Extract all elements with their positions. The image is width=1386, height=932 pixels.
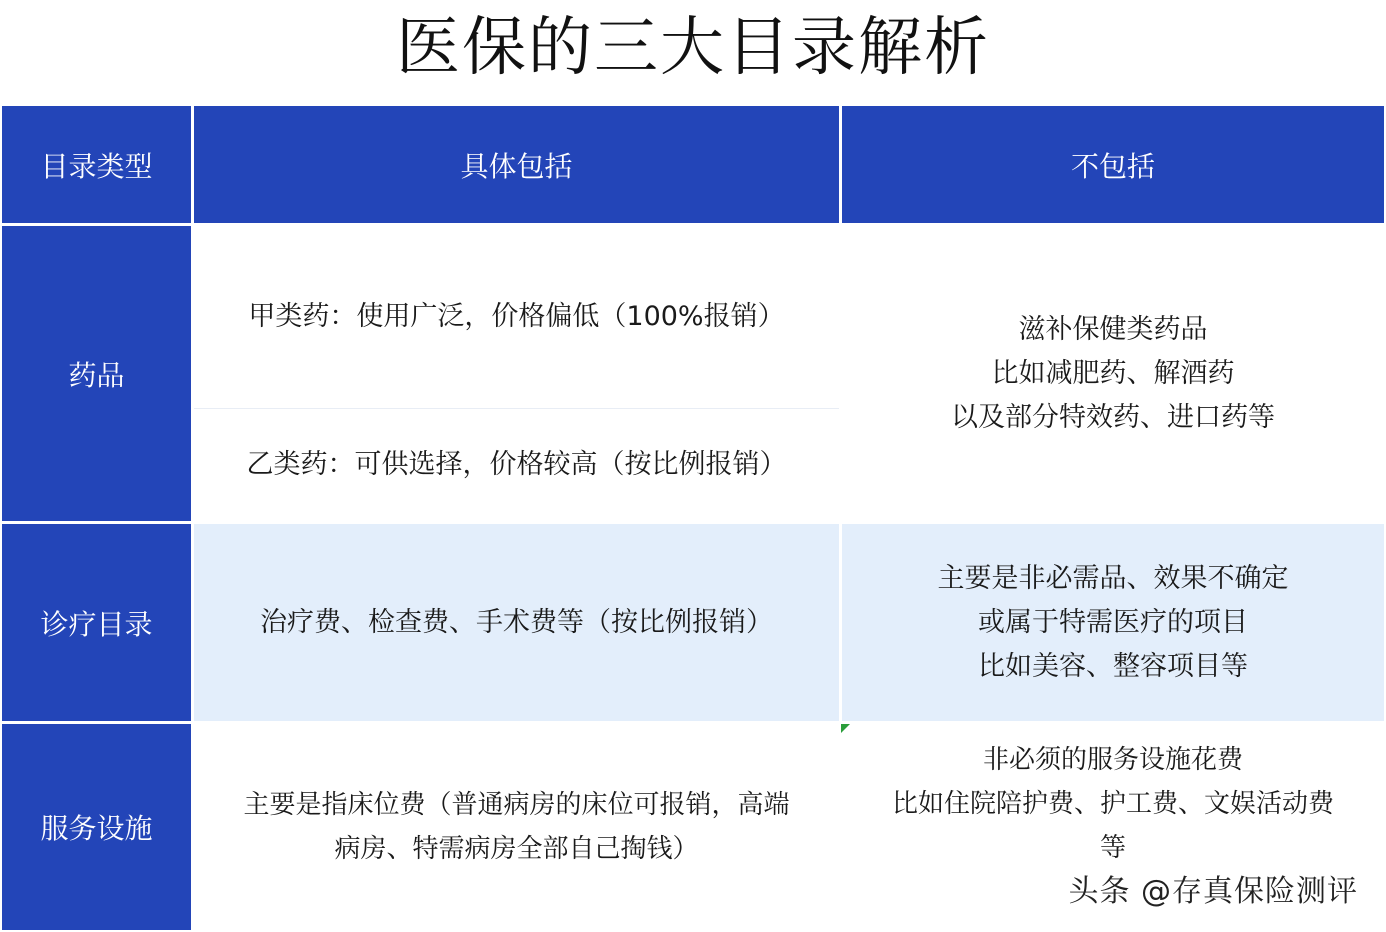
included-cell-treatment bbox=[194, 524, 839, 721]
excluded-line: 以及部分特效药、进口药等 bbox=[951, 401, 1275, 433]
included-cell-facilities bbox=[194, 724, 839, 930]
category-label: 药品 bbox=[68, 358, 125, 392]
included-line: 主要是指床位费（普通病房的床位可报销，高端 bbox=[243, 790, 790, 820]
included-text: 甲类药：使用广泛，价格偏低（100%报销） bbox=[248, 301, 785, 332]
excluded-line: 非必须的服务设施花费 bbox=[982, 745, 1243, 775]
excluded-cell-drugs bbox=[842, 226, 1384, 521]
excluded-line: 主要是非必需品、效果不确定 bbox=[937, 562, 1289, 594]
page-title: 医保的三大目录解析 bbox=[396, 11, 990, 85]
header-included-label: 具体包括 bbox=[460, 149, 573, 183]
category-cell-treatment bbox=[2, 524, 191, 721]
included-cell-drugs-a bbox=[194, 226, 839, 408]
category-label: 诊疗目录 bbox=[40, 607, 153, 641]
header-cell-excluded bbox=[842, 106, 1384, 223]
excluded-line: 比如住院陪护费、护工费、文娱活动费 bbox=[891, 789, 1334, 819]
included-text: 治疗费、检查费、手术费等（按比例报销） bbox=[260, 606, 773, 638]
excluded-cell-treatment bbox=[842, 524, 1384, 721]
header-type-label: 目录类型 bbox=[40, 149, 153, 183]
excluded-line: 比如美容、整容项目等 bbox=[978, 650, 1248, 682]
watermark: 头条 @存真保险测评 bbox=[1068, 874, 1358, 909]
excluded-line: 或属于特需医疗的项目 bbox=[978, 606, 1248, 638]
included-text: 乙类药：可供选择，价格较高（按比例报销） bbox=[246, 449, 787, 480]
category-label: 服务设施 bbox=[40, 812, 153, 845]
header-cell-included bbox=[194, 106, 839, 223]
excluded-line: 等 bbox=[1099, 833, 1126, 863]
header-cell-type bbox=[2, 106, 191, 223]
included-line: 病房、特需病房全部自己掏钱） bbox=[334, 834, 699, 864]
category-cell-facilities bbox=[2, 724, 191, 930]
excluded-line: 滋补保健类药品 bbox=[1018, 313, 1208, 345]
category-cell-drugs bbox=[2, 226, 191, 521]
header-excluded-label: 不包括 bbox=[1070, 149, 1155, 183]
included-cell-drugs-b bbox=[194, 409, 839, 521]
excluded-line: 比如减肥药、解酒药 bbox=[991, 357, 1235, 389]
cell-corner-marker bbox=[841, 724, 850, 733]
